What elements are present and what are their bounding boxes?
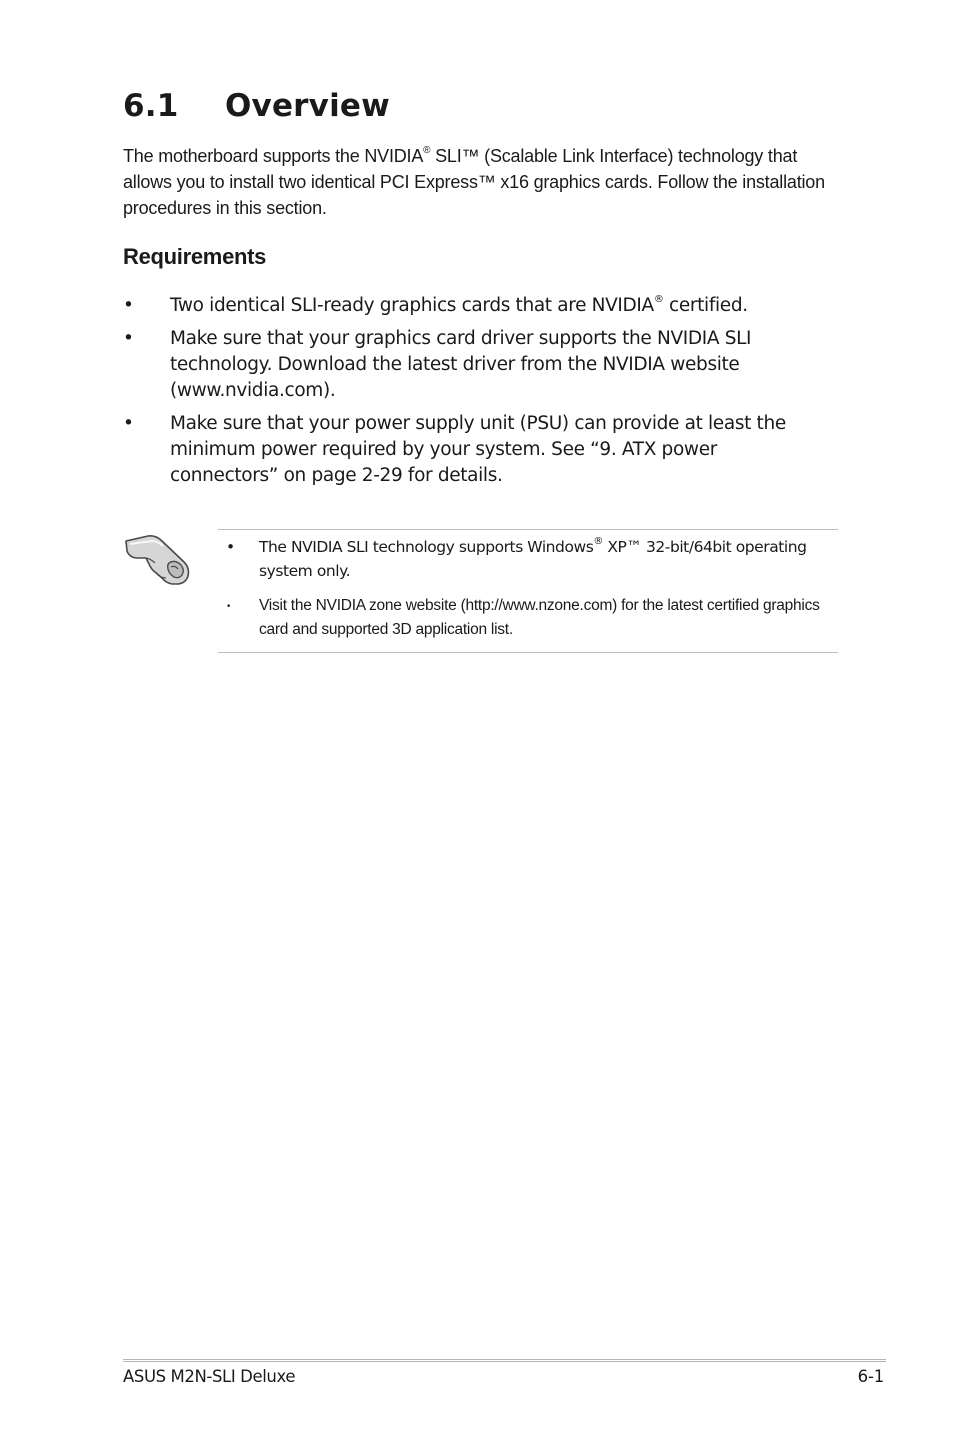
bullet: • — [226, 538, 235, 556]
registered-mark: ® — [653, 293, 664, 305]
section-title-text: Overview — [225, 88, 390, 124]
intro-paragraph — [123, 143, 843, 221]
requirement-text: Two identical SLI-ready graphics cards that are NVIDIA — [170, 295, 654, 316]
requirement-item — [123, 411, 803, 489]
requirements-heading: Requirements — [123, 244, 267, 269]
bullet: • — [123, 295, 134, 316]
note-text-end: XP™ 32-bit/64bit operating system only. — [259, 538, 807, 580]
requirement-text: Make sure that your power supply unit (PSU) can provide at least the minimum power required by your system. See “9. ATX power connectors” on page 2-29 for details. — [170, 413, 786, 486]
requirement-text: Make sure that your graphics card driver supports the NVIDIA SLI technology. Download the latest driver from the NVIDIA website (www.nvidia.com). — [170, 328, 752, 401]
requirement-item — [123, 326, 803, 404]
footer-product-name: ASUS M2N-SLI Deluxe — [123, 1367, 296, 1386]
footer-rule — [123, 1359, 886, 1362]
intro-text-part2: SLI™ (Scalable Link Interface) technology that allows you to install two identical PCI Express™ x16 graphics cards. Follow the installation procedures in this section. — [123, 146, 825, 218]
note-item — [218, 535, 838, 583]
requirements-list — [123, 293, 803, 496]
requirement-text-end: certified. — [663, 295, 748, 316]
section-title — [123, 88, 390, 124]
note-text: Visit the NVIDIA zone website (http://www.nzone.com) for the latest certified graphics card and supported 3D application list. — [259, 597, 820, 638]
note-item — [218, 594, 838, 642]
bullet: • — [123, 413, 134, 434]
section-number: 6.1 — [123, 88, 179, 124]
note-box — [218, 529, 838, 653]
requirement-item — [123, 293, 803, 319]
registered-mark: ® — [423, 145, 431, 156]
note-text-start: The NVIDIA SLI technology supports Windows — [259, 538, 594, 556]
footer-page-number: 6-1 — [857, 1367, 884, 1386]
intro-text-part1: The motherboard supports the NVIDIA — [123, 146, 424, 166]
bullet: • — [123, 328, 134, 349]
registered-mark: ® — [593, 535, 603, 547]
bullet: • — [226, 602, 232, 612]
note-text — [259, 535, 838, 583]
hand-note-icon — [122, 532, 194, 590]
